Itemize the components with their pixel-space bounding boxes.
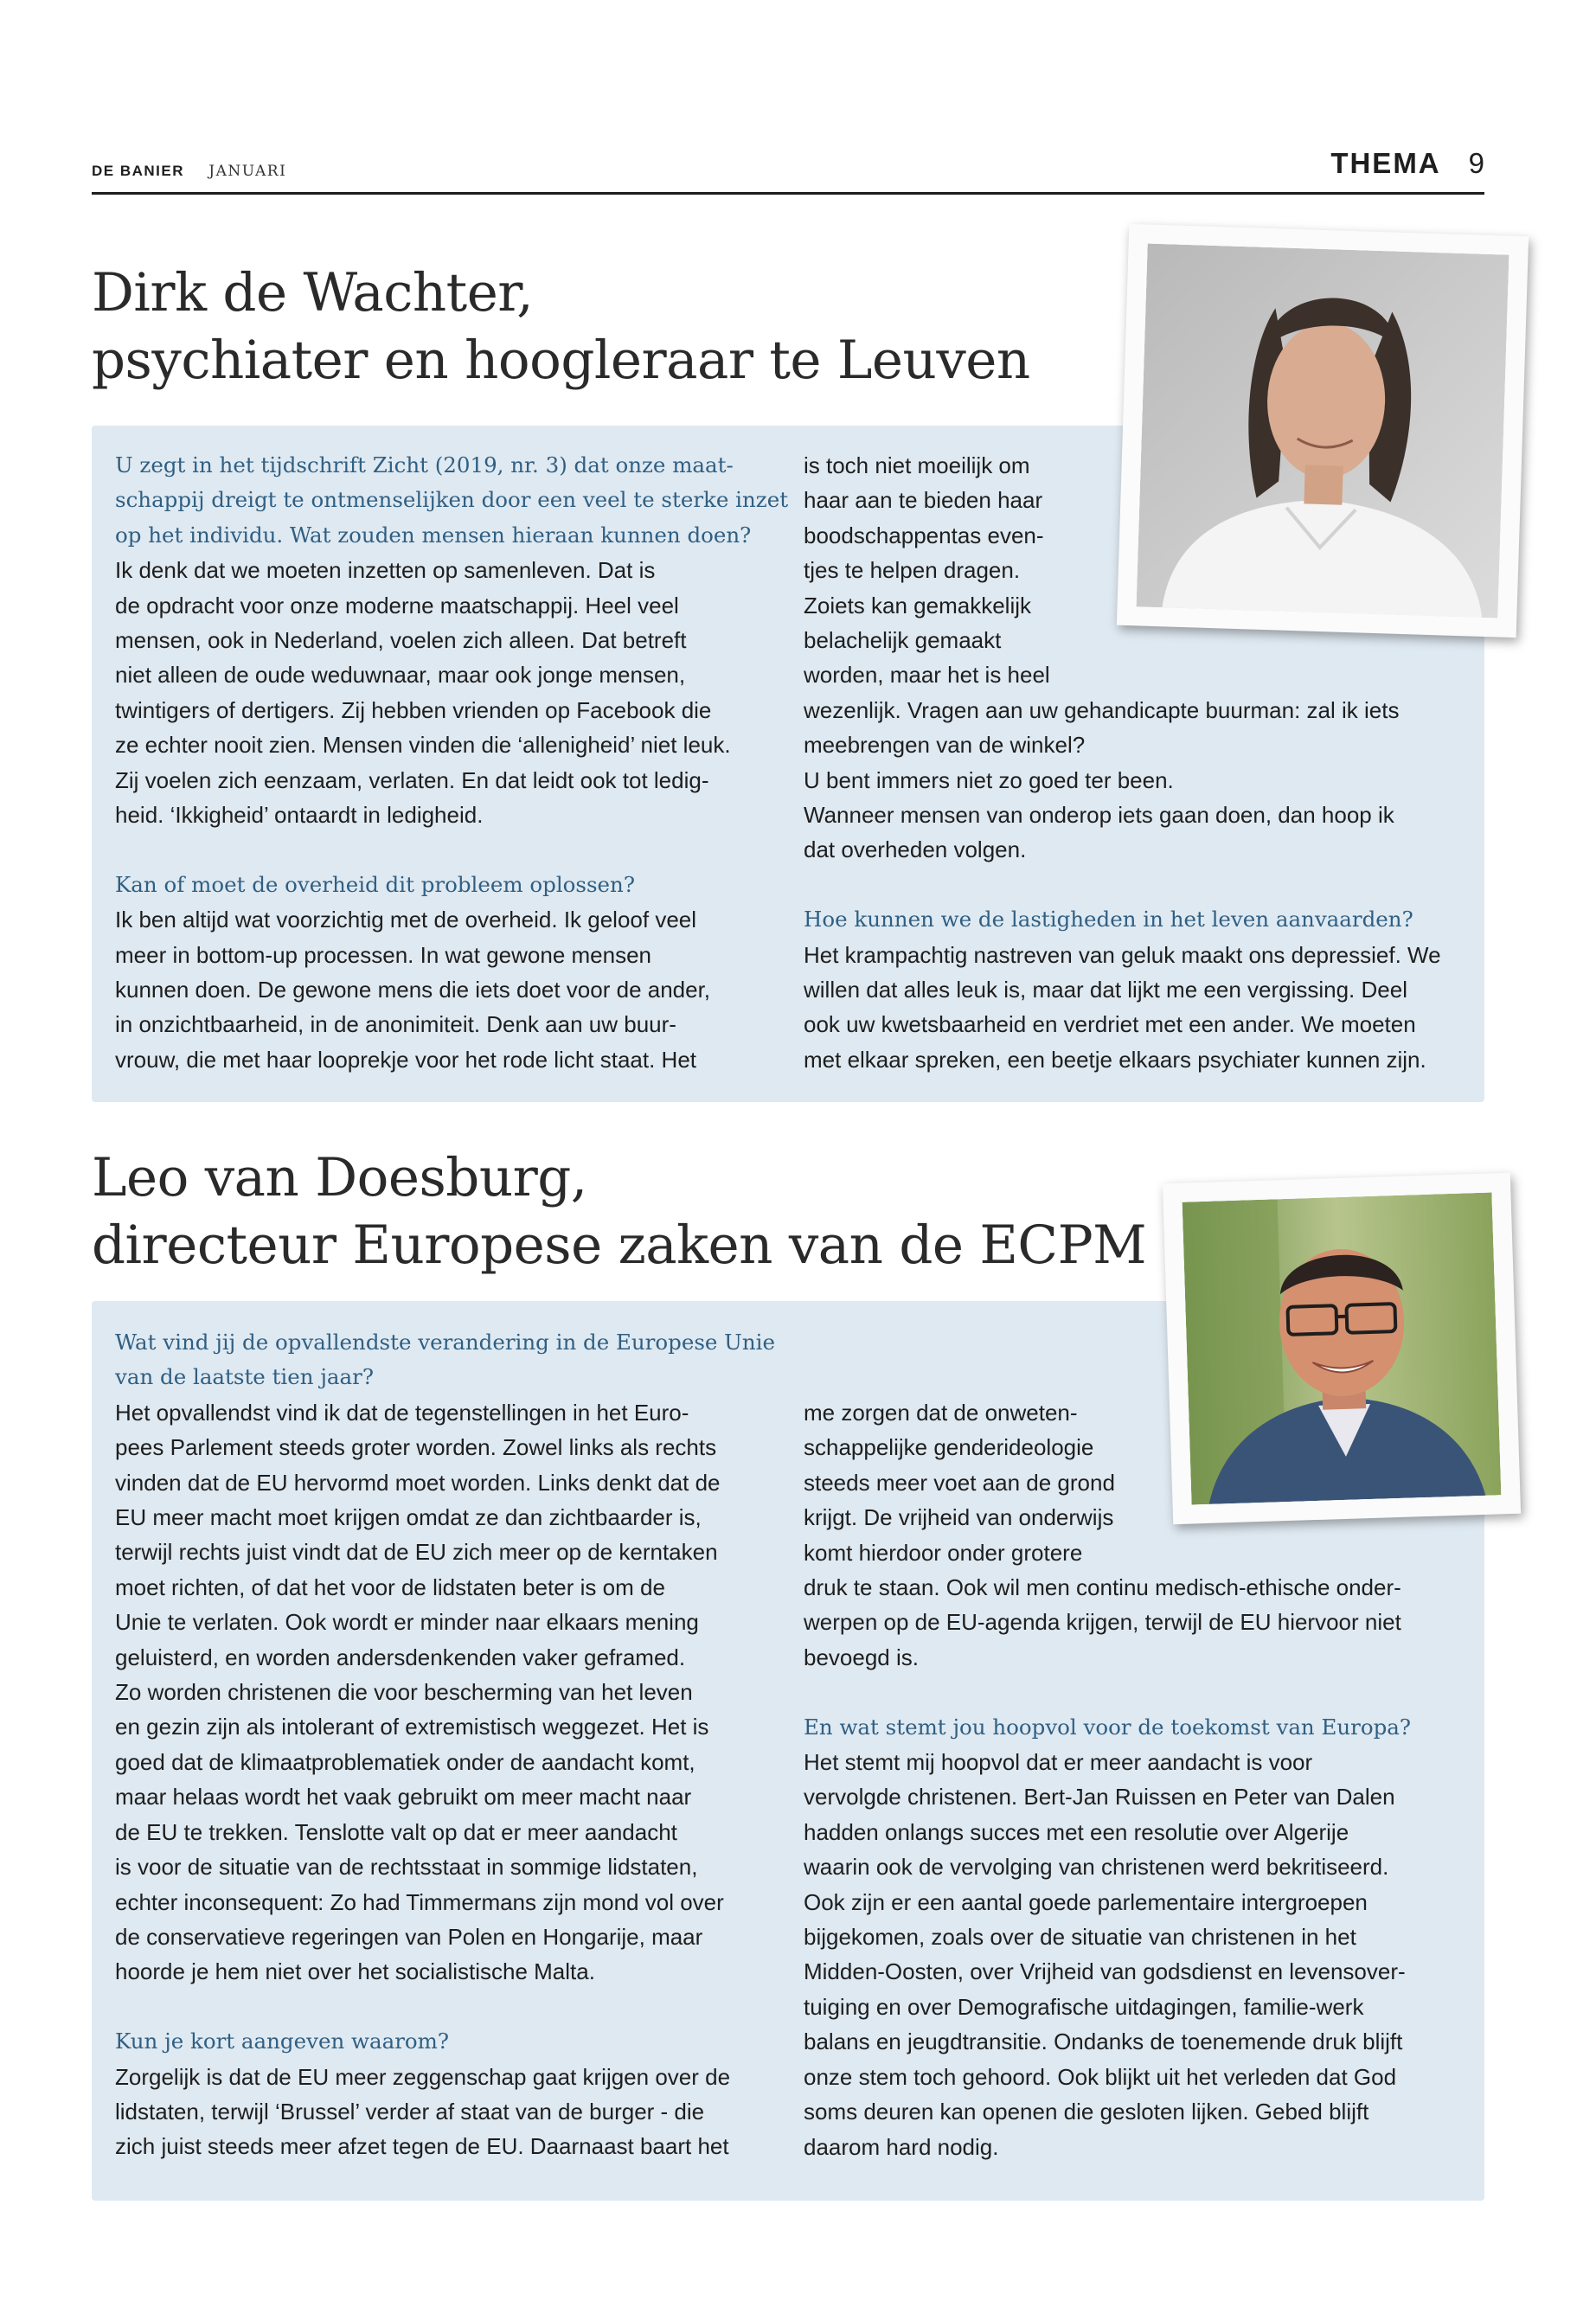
answer-text-line: meer in bottom-up processen. In wat gewone mensen <box>115 941 652 968</box>
issue-month: JANUARI <box>208 163 287 180</box>
answer-text-line: Het stemt mij hoopvol dat er meer aandacht is voor <box>804 1749 1313 1776</box>
answer-text-line: hadden onlangs succes met een resolutie over Algerije <box>804 1818 1349 1845</box>
answer-text-line: is voor de situatie van de rechtsstaat in sommige lidstaten, <box>115 1854 698 1881</box>
answer-text-line: Zorgelijk is dat de EU meer zeggenschap gaat krijgen over de <box>115 2063 731 2090</box>
interview-question-line: schappij dreigt te ontmenselijken door een veel te sterke inzet <box>115 487 789 513</box>
interview-question-line: van de laatste tien jaar? <box>115 1364 374 1390</box>
interview1-left-column <box>115 448 788 1077</box>
answer-text-line: Het krampachtig nastreven van geluk maakt ons depressief. We <box>804 941 1441 968</box>
interview-question-line: Kan of moet de overheid dit probleem oplossen? <box>115 871 635 897</box>
title-line: psychiater en hoogleraar te Leuven <box>92 330 1030 391</box>
answer-text-line: met elkaar spreken, een beetje elkaars psychiater kunnen zijn. <box>804 1046 1426 1073</box>
portrait-leo-van-doesburg <box>1163 1173 1521 1524</box>
interview-question-line: Wat vind jij de opvallendste verandering in de Europese Unie <box>115 1330 775 1355</box>
answer-text-line: wezenlijk. Vragen aan uw gehandicapte buurman: zal ik iets <box>804 696 1400 723</box>
answer-text-line: vinden dat de EU hervormd moet worden. Links denkt dat de <box>115 1469 721 1496</box>
interview-question-line: Hoe kunnen we de lastigheden in het leven aanvaarden? <box>804 907 1413 933</box>
page-header <box>92 147 1484 195</box>
answer-text-line: tuiging en over Demografische uitdagingen, familie-werk <box>804 1993 1364 2020</box>
answer-text-line: soms deuren kan openen die gesloten lijken. Gebed blijft <box>804 2099 1369 2125</box>
answer-text-line: echter inconsequent: Zo had Timmermans zijn mond vol over <box>115 1888 724 1915</box>
title-line: directeur Europese zaken van de ECPM <box>92 1215 1147 1276</box>
answer-text-line: balans en jeugdtransitie. Ondanks de toenemende druk blijft <box>804 2029 1403 2055</box>
answer-text-line: Zij voelen zich eenzaam, verlaten. En dat leidt ook tot ledig- <box>115 766 709 793</box>
paragraph-gap <box>115 832 788 867</box>
answer-text-line: Wanneer mensen van onderop iets gaan doen, dan hoop ik <box>804 802 1394 829</box>
answer-text-line: komt hierdoor onder grotere <box>804 1539 1083 1566</box>
portrait-image <box>1183 1192 1502 1504</box>
answer-text-line: waarin ook de vervolging van christenen werd bekritiseerd. <box>804 1854 1389 1881</box>
answer-text-line: krijgt. De vrijheid van onderwijs <box>804 1504 1114 1531</box>
answer-text-line: onze stem toch gehoord. Ook blijkt uit het verleden dat God <box>804 2063 1397 2090</box>
publication-name: DE BANIER <box>92 163 185 179</box>
answer-text-line: niet alleen de oude weduwnaar, maar ook jonge mensen, <box>115 662 686 689</box>
header-left <box>92 163 286 180</box>
answer-text-line: steeds meer voet aan de grond <box>804 1469 1115 1496</box>
answer-text-line: Ik ben altijd wat voorzichtig met de overheid. Ik geloof veel <box>115 907 697 933</box>
paragraph-gap <box>115 1990 775 2024</box>
answer-text-line: worden, maar het is heel <box>804 662 1050 689</box>
answer-text-line: hoorde je hem niet over het socialistische Malta. <box>115 1958 595 1985</box>
interview-question-line: En wat stemt jou hoopvol voor de toekomst van Europa? <box>804 1714 1412 1740</box>
answer-text-line: schappelijke genderideologie <box>804 1434 1094 1461</box>
answer-text-line: dat overheden volgen. <box>804 836 1027 863</box>
answer-text-line: heid. ‘Ikkigheid’ ontaardt in ledigheid. <box>115 802 484 829</box>
answer-text-line: Unie te verlaten. Ook wordt er minder naar elkaars mening <box>115 1609 699 1636</box>
interview2-title <box>92 1144 1146 1279</box>
answer-text-line: vrouw, die met haar looprekje voor het rode licht staat. Het <box>115 1046 697 1073</box>
interview-question-line: Kun je kort aangeven waarom? <box>115 2029 450 2054</box>
answer-text-line: boodschappentas even- <box>804 522 1044 548</box>
answer-text-line: tjes te helpen dragen. <box>804 557 1021 584</box>
answer-text-line: kunnen doen. De gewone mens die iets doet voor de ander, <box>115 977 711 1003</box>
interview-question-line: U zegt in het tijdschrift Zicht (2019, nr. 3) dat onze maat- <box>115 452 734 478</box>
portrait-dirk-de-wachter <box>1117 224 1529 638</box>
answer-text-line: mensen, ook in Nederland, voelen zich alleen. Dat betreft <box>115 627 687 654</box>
answer-text-line: de conservatieve regeringen van Polen en Hongarije, maar <box>115 1923 703 1950</box>
answer-text-line: U bent immers niet zo goed ter been. <box>804 766 1174 793</box>
answer-text-line: ze echter nooit zien. Mensen vinden die ‘allenigheid’ niet leuk. <box>115 732 731 759</box>
answer-text-line: druk te staan. Ook wil men continu medisch-ethische onder- <box>804 1574 1401 1601</box>
answer-text-line: terwijl rechts juist vindt dat de EU zich meer op de kerntaken <box>115 1539 718 1566</box>
answer-text-line: werpen op de EU-agenda krijgen, terwijl de EU hiervoor niet <box>804 1609 1401 1636</box>
answer-text-line: Zoiets kan gemakkelijk <box>804 592 1031 619</box>
title-line: Leo van Doesburg, <box>92 1147 587 1208</box>
interview2-left-column <box>115 1325 775 2164</box>
answer-text-line: Ik denk dat we moeten inzetten op samenleven. Dat is <box>115 557 656 584</box>
answer-text-line: twintigers of dertigers. Zij hebben vrienden op Facebook die <box>115 696 712 723</box>
answer-text-line: vervolgde christenen. Bert-Jan Ruissen en Peter van Dalen <box>804 1784 1395 1811</box>
answer-text-line: maar helaas wordt het vaak gebruikt om meer macht naar <box>115 1784 692 1811</box>
answer-text-line: in onzichtbaarheid, in de anonimiteit. Denk aan uw buur- <box>115 1011 676 1038</box>
paragraph-gap <box>804 1675 1411 1709</box>
answer-text-line: zich juist steeds meer afzet tegen de EU. Daarnaast baart het <box>115 2133 729 2160</box>
header-right <box>1330 147 1484 180</box>
answer-text-line: meebrengen van de winkel? <box>804 732 1086 759</box>
answer-text-line: moet richten, of dat het voor de lidstaten beter is om de <box>115 1574 665 1600</box>
answer-text-line: haar aan te bieden haar <box>804 487 1043 514</box>
answer-text-line: is toch niet moeilijk om <box>804 452 1030 478</box>
answer-text-line: de opdracht voor onze moderne maatschappij. Heel veel <box>115 592 679 619</box>
answer-text-line: EU meer macht moet krijgen omdat ze dan zichtbaarder is, <box>115 1504 702 1531</box>
answer-text-line: willen dat alles leuk is, maar dat lijkt me een vergissing. Deel <box>804 977 1407 1003</box>
answer-text-line: geluisterd, en worden andersdenkenden vaker geframed. <box>115 1644 686 1670</box>
portrait-image <box>1137 244 1509 619</box>
answer-text-line: Het opvallendst vind ik dat de tegenstellingen in het Euro- <box>115 1399 689 1426</box>
answer-text-line: bijgekomen, zoals over de situatie van christenen in het <box>804 1924 1356 1951</box>
answer-text-line: Midden-Oosten, over Vrijheid van godsdienst en levensover- <box>804 1958 1406 1985</box>
answer-text-line: goed dat de klimaatproblematiek onder de aandacht komt, <box>115 1748 695 1775</box>
answer-text-line: belachelijk gemaakt <box>804 627 1002 654</box>
answer-text-line: Ook zijn er een aantal goede parlementaire intergroepen <box>804 1888 1368 1915</box>
answer-text-line: daarom hard nodig. <box>804 2133 999 2160</box>
answer-text-line: Zo worden christenen die voor bescherming van het leven <box>115 1679 693 1706</box>
page-number: 9 <box>1468 147 1484 179</box>
answer-text-line: bevoegd is. <box>804 1644 919 1670</box>
interview-question-line: op het individu. Wat zouden mensen hieraan kunnen doen? <box>115 522 752 548</box>
interview1-title <box>92 260 1030 394</box>
answer-text-line: ook uw kwetsbaarheid en verdriet met een ander. We moeten <box>804 1011 1416 1038</box>
answer-text-line: pees Parlement steeds groter worden. Zowel links als rechts <box>115 1434 717 1461</box>
answer-text-line: lidstaten, terwijl ‘Brussel’ verder af staat van de burger - die <box>115 2098 705 2125</box>
title-line: Dirk de Wachter, <box>92 262 534 324</box>
section-label: THEMA <box>1330 147 1441 179</box>
answer-text-line: en gezin zijn als intolerant of extremistisch weggezet. Het is <box>115 1714 709 1740</box>
answer-text-line: me zorgen dat de onweten- <box>804 1400 1078 1426</box>
answer-text-line: de EU te trekken. Tenslotte valt op dat er meer aandacht <box>115 1818 677 1845</box>
paragraph-gap <box>804 868 1441 902</box>
